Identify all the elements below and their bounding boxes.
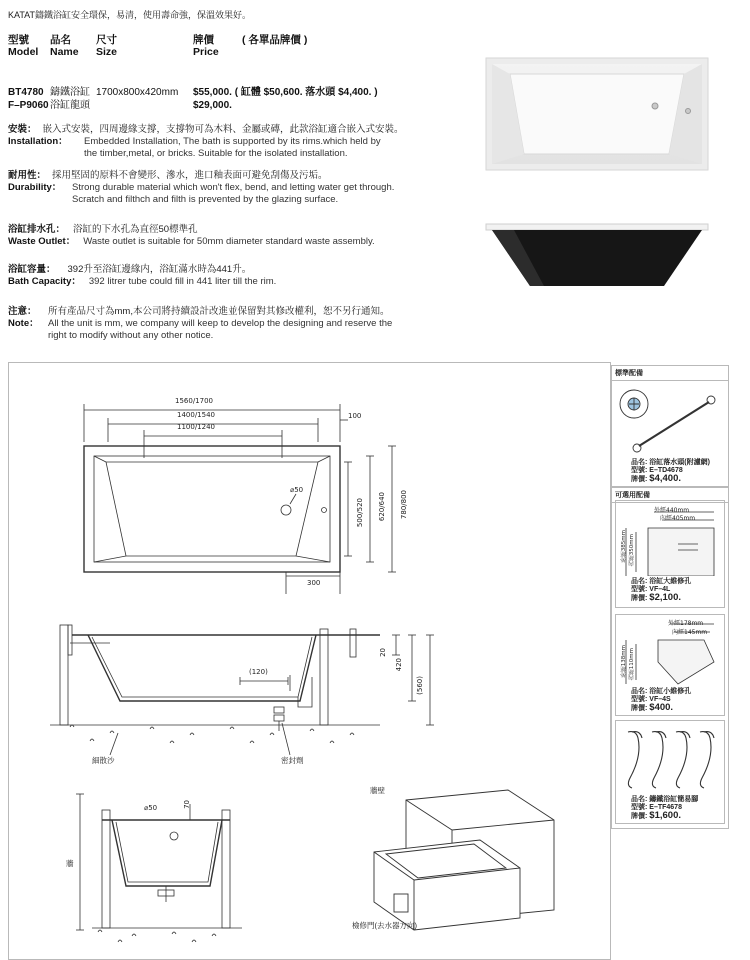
header-model	[8, 34, 38, 58]
vf4l-inner-height: 內經350mm	[629, 534, 635, 567]
dim-1400-1540: 1400/1540	[177, 411, 215, 419]
vf4s-price-label: 牌價:	[631, 705, 648, 712]
durability-text-zh: 採用堅固的原料不會變形、滲水，進口釉表面可避免刮傷及污垢。	[52, 170, 328, 181]
drain-kit-model: 型號: E–TD4678	[631, 467, 683, 474]
bathtub-feet-image	[618, 724, 720, 792]
installation-label-en: Installation：	[8, 136, 68, 147]
note-label-zh: 注意：	[8, 306, 37, 317]
optional-accessory-title: 可選用配備	[612, 488, 728, 503]
product-row-bath	[8, 86, 448, 99]
vf4l-model: 型號: VF–4L	[631, 586, 671, 593]
drain-kit-image	[615, 382, 721, 454]
waste-label-zh: 浴缸排水孔：	[8, 224, 66, 235]
dim-560: (560)	[416, 676, 424, 695]
feet-name: 品名: 鑄鐵浴缸簡易腳	[631, 796, 699, 803]
top-view-drawing	[60, 390, 450, 600]
label-access-door: 檢修門(去水器方向)	[352, 921, 417, 930]
feet-price: $1,600.	[649, 810, 681, 821]
product-size: 1700x800x420mm	[96, 87, 179, 98]
header-price-zh: 牌價	[193, 34, 214, 46]
vf4s-price: $400.	[649, 702, 674, 713]
dim-1100-1240: 1100/1240	[177, 423, 215, 431]
feet-info	[631, 796, 698, 821]
dim-120: (120)	[249, 668, 268, 676]
drain-kit-price-label: 牌價:	[631, 476, 648, 483]
header-name-en: Name	[50, 46, 79, 58]
waste-text-en: Waste outlet is suitable for 50mm diameter standard waste assembly.	[83, 236, 375, 247]
vf4s-name: 品名: 浴缸小維修孔	[631, 688, 692, 695]
note-text-zh: 所有產品尺寸為mm,本公司將持續設計改進並保留對其修改權利，恕不另行通知。	[48, 306, 390, 317]
vf4l-info	[631, 578, 691, 603]
dim-780-800: 780/800	[400, 490, 408, 520]
durability-label-zh: 耐用性：	[8, 170, 47, 181]
dim-1560-1700: 1560/1700	[175, 397, 213, 405]
drain-kit-price: $4,400.	[649, 473, 681, 484]
drain-kit-info	[631, 459, 710, 484]
product-price-extra: ( 缸體 $50,600. 落水頭 $4,400. )	[234, 87, 378, 98]
vf4s-outer-height: 外經138mm	[621, 645, 627, 678]
label-wall: 牆壁	[370, 786, 385, 795]
durability-text-en-1: Strong durable material which won't flex, bend, and letting water get through.	[72, 182, 395, 193]
header-model-en: Model	[8, 46, 39, 58]
durability-text-en-2: Scratch and filthch and filth is prevented by the glazing surface.	[72, 194, 339, 205]
note-section	[8, 306, 458, 342]
header-name	[50, 34, 79, 58]
waste-section	[8, 224, 458, 248]
product-row-faucet	[8, 99, 448, 112]
note-text-en-1: All the unit is mm, we company will keep to develop the designing and reserve the	[48, 318, 393, 329]
installation-text-en-2: the timber,metal, or bricks. Suitable for the isolated installation.	[84, 148, 348, 159]
feet-price-label: 牌價:	[631, 813, 648, 820]
dim-20: 20	[379, 648, 387, 657]
wall-3d-drawing	[370, 780, 560, 940]
dim-300: 300	[307, 579, 321, 587]
vf4l-name: 品名: 浴缸大維修孔	[631, 578, 692, 585]
drain-kit-name: 品名: 浴缸落水頭(附濾網)	[631, 459, 710, 466]
header-size-zh: 尺寸	[96, 34, 117, 46]
installation-label-zh: 安裝：	[8, 124, 37, 135]
product-price: $55,000.	[193, 87, 232, 98]
header-price-note: ( 各單品牌價 )	[242, 34, 308, 46]
capacity-label-zh: 浴缸容量：	[8, 264, 56, 275]
header-price-en: Price	[193, 46, 219, 58]
dim-100: 100	[348, 412, 362, 420]
installation-text-en-1: Embedded Installation, The bath is supported by its rims.which held by	[84, 136, 381, 147]
dim-620-640: 620/640	[378, 492, 386, 522]
product-name: 鑄鐵浴缸	[50, 87, 90, 98]
dim-420: 420	[395, 658, 403, 672]
product-name: 浴缸龍頭	[50, 100, 90, 111]
vf4l-outer-width: 外經440mm	[654, 507, 690, 514]
vf4s-outer-width: 外經178mm	[668, 620, 704, 627]
note-text-en-2: right to modify without any other notice.	[48, 330, 214, 341]
feet-model: 型號: E–TF4678	[631, 804, 682, 811]
side-section-drawing	[50, 615, 460, 765]
label-wall-section: 牆	[66, 859, 74, 868]
capacity-text-en: 392 litrer tube could fill in 441 liter till the rim.	[88, 276, 277, 287]
product-model: F–P9060	[8, 100, 49, 111]
vf4s-inner-width: 內經145mm	[672, 629, 708, 636]
bathtub-top-photo	[484, 56, 710, 172]
installation-text-zh: 嵌入式安裝，四周邊緣支撐，支撐物可為木料、金屬或磚，此款浴缸適合嵌入式安裝。	[42, 124, 404, 135]
dim-500-520: 500/520	[356, 498, 364, 528]
capacity-text-zh: 392升至浴缸邊緣内，浴缸滿水時為441升。	[67, 264, 252, 275]
vf4l-outer-height: 外經385mm	[621, 530, 627, 563]
capacity-section	[8, 264, 458, 288]
dim-phi50-top: ⌀50	[290, 486, 304, 494]
vf4s-info	[631, 688, 691, 713]
intro-text: KATAT鑄鐵浴缸安全環保，易清，使用壽命強，保溫效果好。	[8, 10, 252, 20]
header-size-en: Size	[96, 46, 118, 58]
vf4l-inner-width: 內經405mm	[660, 515, 696, 522]
vf4l-price: $2,100.	[649, 592, 681, 603]
product-model: BT4780	[8, 87, 44, 98]
standard-accessory-title: 標準配備	[612, 366, 728, 381]
header-model-zh: 型號	[8, 34, 29, 46]
dim-phi50-section: ⌀50	[144, 804, 158, 812]
waste-label-en: Waste Outlet：	[8, 236, 76, 247]
label-fine-sand: 細散沙	[92, 756, 115, 765]
note-label-en: Note：	[8, 318, 39, 329]
product-price: $29,000.	[193, 100, 232, 111]
durability-label-en: Durability：	[8, 182, 62, 193]
header-size	[96, 34, 117, 58]
capacity-label-en: Bath Capacity：	[8, 276, 81, 287]
installation-section	[8, 124, 458, 160]
waste-text-zh: 浴缸的下水孔為直徑50標準孔	[73, 224, 198, 235]
bathtub-side-photo	[484, 220, 710, 294]
vf4s-inner-height: 內經110mm	[629, 648, 635, 681]
header-price	[193, 34, 219, 58]
vf4l-price-label: 牌價:	[631, 595, 648, 602]
dim-70: 70	[183, 800, 191, 809]
vf4s-model: 型號: VF–4S	[631, 696, 671, 703]
label-sealant: 密封劑	[281, 756, 304, 765]
end-section-drawing	[62, 790, 272, 950]
durability-section	[8, 170, 458, 206]
header-name-zh: 品名	[50, 34, 71, 46]
